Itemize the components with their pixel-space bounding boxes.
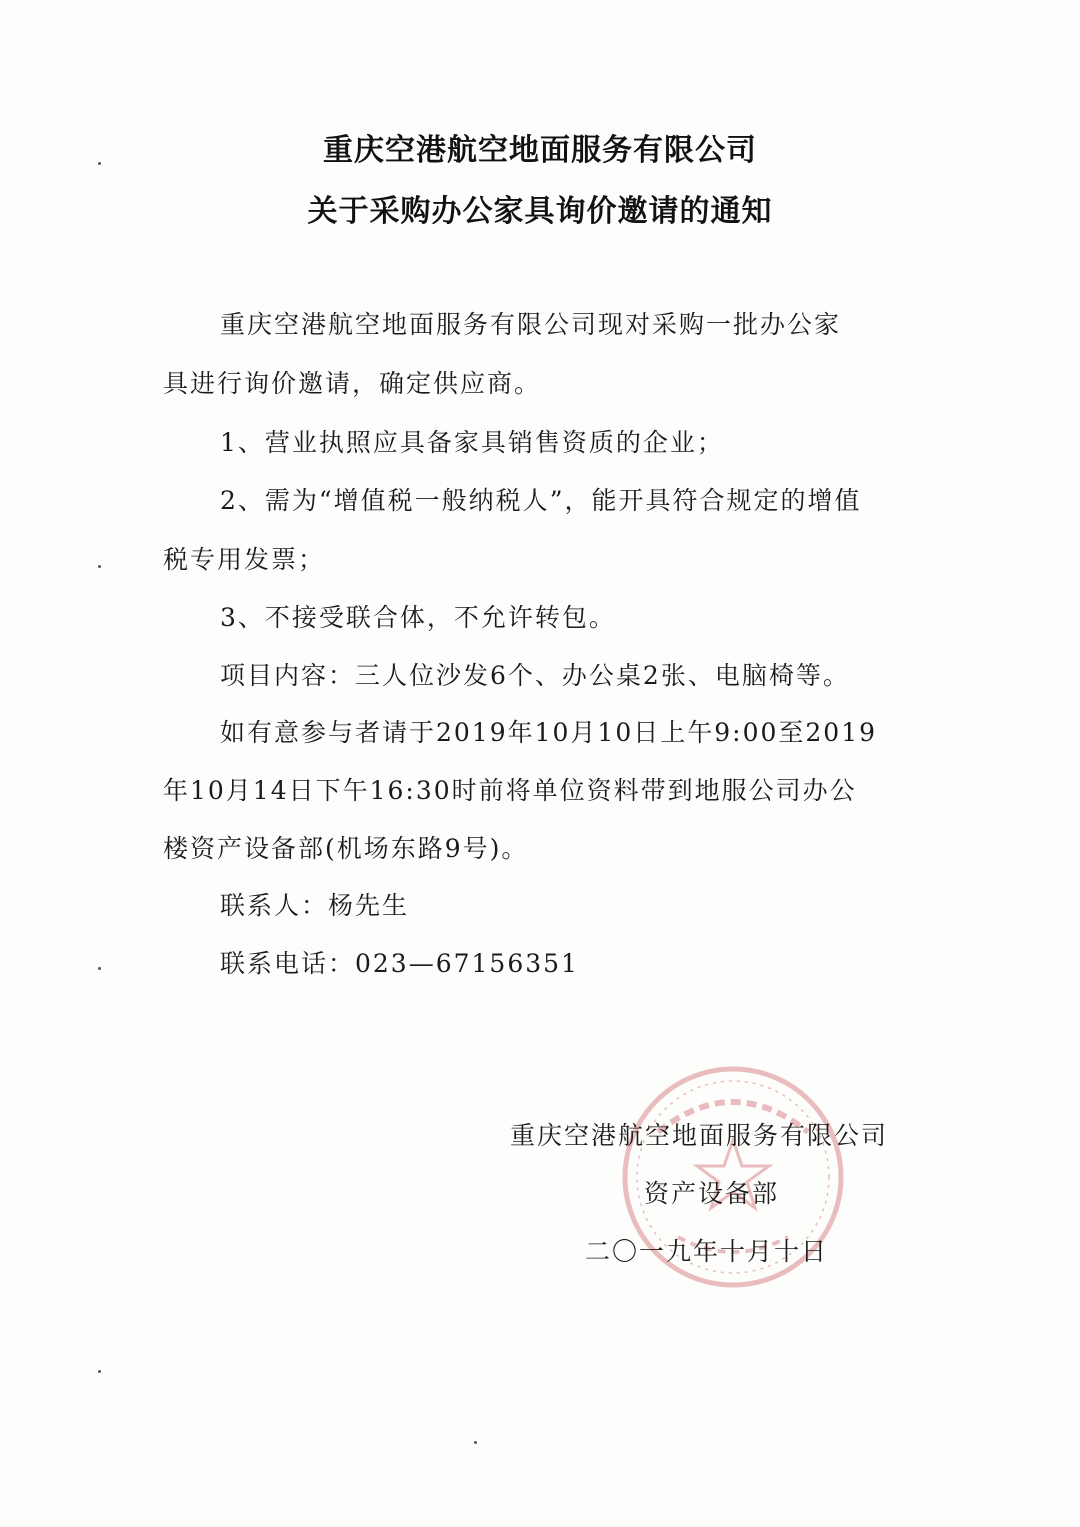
- requirement-3: 3、不接受联合体，不允许转包。: [220, 603, 616, 632]
- margin-dot: [98, 967, 101, 970]
- requirement-2-line-1: 2、需为“增值税一般纳税人”，能开具符合规定的增值: [220, 486, 862, 515]
- project-content: 项目内容：三人位沙发6个、办公桌2张、电脑椅等。: [220, 661, 850, 690]
- margin-dot: [98, 565, 101, 568]
- margin-dot: [98, 1370, 101, 1373]
- requirement-2-line-2: 税专用发票；: [163, 545, 326, 574]
- margin-dot: [474, 1441, 477, 1444]
- schedule-line-3: 楼资产设备部(机场东路9号)。: [163, 834, 529, 863]
- intro-line-1: 重庆空港航空地面服务有限公司现对采购一批办公家: [220, 310, 842, 339]
- intro-line-2: 具进行询价邀请，确定供应商。: [163, 369, 542, 398]
- signature-company: 重庆空港航空地面服务有限公司: [510, 1121, 889, 1150]
- contact-person: 联系人：杨先生: [220, 891, 410, 920]
- signature-date: 二〇一九年十月十日: [585, 1237, 829, 1266]
- requirement-1: 1、营业执照应具备家具销售资质的企业；: [220, 428, 724, 457]
- schedule-line-1: 如有意参与者请于2019年10月10日上午9:00至2019: [220, 718, 878, 747]
- document-title-subject: 关于采购办公家具询价邀请的通知: [307, 194, 773, 229]
- signature-department: 资产设备部: [644, 1179, 780, 1208]
- margin-dot: [98, 162, 101, 165]
- schedule-line-2: 年10月14日下午16:30时前将单位资料带到地服公司办公: [163, 776, 857, 805]
- contact-phone: 联系电话：023—67156351: [220, 949, 579, 978]
- document-title-company: 重庆空港航空地面服务有限公司: [323, 133, 757, 168]
